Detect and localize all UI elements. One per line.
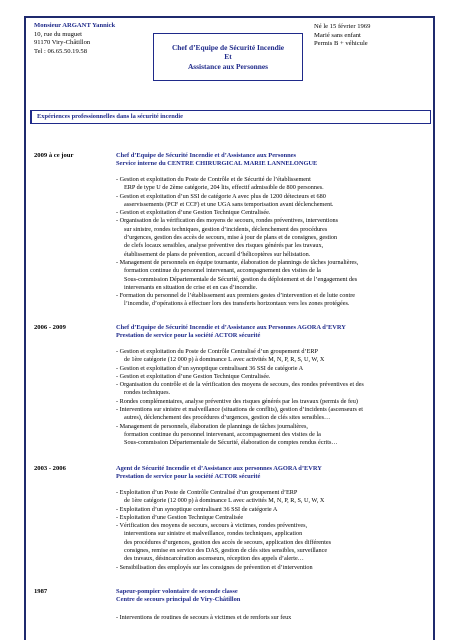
- bullet-item: de 1ère catégorie (12 000 p) à dominance L avec activités M, N, P, R, S, U, W, X: [124, 356, 325, 364]
- bullet-item: - Gestion et exploitation du Poste de Contrôle Centralisé d’un groupement d’ERP: [116, 348, 428, 356]
- cv-header: [26, 18, 433, 88]
- section-title: Expériences professionnelles dans la sécurité incendie: [30, 110, 431, 124]
- bullet-item: formation continue du personnel intervenant, accompagnement des visites de la: [124, 430, 321, 438]
- entry-date: 2003 - 2006: [34, 465, 66, 472]
- bullet-item: - Organisation de la vérification des moyens de secours, rondes préventives, interventions: [116, 217, 428, 225]
- bullet-item: interventions sur sinistre et malveillance, rondes techniques, application: [124, 530, 303, 538]
- entry-role-line-1: Chef d’Equipe de Sécurité Incendie et d’Assistance aux Personnes AGORA d’EVRY: [116, 324, 346, 331]
- address-line-2: 91170 Viry-Châtillon: [34, 39, 91, 47]
- bullet-item: - Interventions de routines de secours à victimes et de renforts sur feux: [116, 614, 428, 622]
- bullet-item: formation continue du personnel intervenant, accompagnement des visites de la: [124, 267, 321, 275]
- bullet-item: établissement de plans de prévention, accueil d’hélicoptères sur hélistation.: [124, 250, 311, 258]
- bullet-item: - Rondes complémentaires, analyse préventive des risques générés par les travaux (permis de feu): [116, 398, 428, 406]
- entry-role: [116, 588, 428, 605]
- entry-role-line-2: Prestation de service pour la société ACTOR sécurité: [116, 473, 261, 481]
- bullet-item: ERP de type U de 2ème catégorie, 204 lits, effectif admissible de 800 personnes.: [124, 184, 324, 192]
- entry-date: 1987: [34, 588, 48, 595]
- marital-status: Marié sans enfant: [314, 31, 361, 39]
- bullet-item: sur sinistre, rondes techniques, gestion d’incidents, déclenchement des procédures: [124, 225, 328, 233]
- bullet-item: autres), déclenchement des procédures d’urgences, gestion de clés sites sensibles…: [124, 414, 331, 422]
- bullet-item: - Organisation du contrôle et de la vérification des moyens de secours, des rondes préventives et des: [116, 381, 428, 389]
- entry-role: [116, 152, 428, 169]
- entry-bullets: [116, 176, 428, 309]
- entry-role: [116, 465, 428, 482]
- entry-role-line-1: Chef d’Equipe de Sécurité Incendie et d’Assistance aux Personnes: [116, 152, 297, 159]
- job-title-line-3: Assistance aux Personnes: [187, 61, 269, 71]
- bullet-item: - Exploitation d’un Poste de Contrôle Centralisé d’un groupement d’ERP: [116, 489, 428, 497]
- bullet-item: Sous-commission Départementale de Sécurité, élaboration de comptes rendus écrits…: [124, 439, 338, 447]
- job-title-line-1: Chef d’Equipe de Sécurité Incendie: [171, 42, 285, 52]
- bullet-item: - Management de personnels, élaboration de plannings de tâches journalières,: [116, 423, 428, 431]
- contact-block: [34, 22, 146, 56]
- bullet-item: - Gestion et exploitation d’un synoptique centralisant 36 SSI de catégorie A: [116, 365, 428, 373]
- bullet-item: - Gestion et exploitation d’une Gestion Technique Centralisée.: [116, 373, 428, 381]
- entry-bullets: [116, 348, 428, 448]
- cv-page: [24, 16, 435, 640]
- bullet-item: de clefs locaux sensibles, analyse préventive des risques générés par les travaux,: [124, 242, 324, 250]
- bullet-item: - Management de personnels en équipe tournante, élaboration de plannings de tâches journalières,: [116, 259, 428, 267]
- entry-role: [116, 324, 428, 341]
- bullet-item: - Sensibilisation des employés sur les consignes de prévention et d’intervention: [116, 564, 428, 572]
- bullet-item: l’incendie, d’opérations à effectuer lors des transferts horizontaux vers les zones protégées.: [124, 300, 350, 308]
- bullet-item: - Gestion et exploitation d’un SSI de catégorie A avec plus de 1200 détecteurs et 680: [116, 193, 428, 201]
- bullet-item: - Exploitation d’une Gestion Technique Centralisée: [116, 514, 428, 522]
- entry-role-line-1: Agent de Sécurité Incendie et d’Assistance aux personnes AGORA d’EVRY: [116, 465, 322, 472]
- birth-date: Né le 15 février 1969: [314, 23, 371, 30]
- bullet-item: - Formation du personnel de l’établissement aux premiers gestes d’intervention et de lutte contre: [116, 292, 428, 300]
- bullet-item: - Vérification des moyens de secours, secours à victimes, rondes préventives,: [116, 522, 428, 530]
- bullet-item: - Exploitation d’un synoptique centralisant 36 SSI de catégorie A: [116, 506, 428, 514]
- entry-role-line-2: Service interne du CENTRE CHIRURGICAL MARIE LANNELONGUE: [116, 160, 318, 168]
- bullet-item: - Gestion et exploitation du Poste de Contrôle et de Sécurité de l’établissement: [116, 176, 428, 184]
- bullet-item: - Interventions sur sinistre et malveillance (situations de conflits), gestion d’incidents (ascenseurs et: [116, 406, 428, 414]
- entry-role-line-1: Sapeur-pompier volontaire de seconde classe: [116, 588, 238, 595]
- bullet-item: des procédures d’urgences, gestion des accès de secours, application des différentes: [124, 538, 331, 546]
- bullet-item: consignes, remise en service des DAS, gestion de clés sites sensibles, surveillance: [124, 547, 328, 555]
- bullet-item: rondes techniques.: [124, 389, 171, 397]
- entry-date: 2009 à ce jour: [34, 152, 74, 159]
- driving-license: Permis B + véhicule: [314, 40, 368, 48]
- job-title-line-2: Et: [224, 52, 232, 62]
- entry-date: 2006 - 2009: [34, 324, 66, 331]
- person-name: Monsieur ARGANT Yannick: [34, 22, 116, 29]
- entry-bullets: [116, 614, 428, 622]
- bullet-item: intervenants en situation de crise et en cas d’incendie.: [124, 283, 258, 291]
- address-line-1: 10, rue du muguet: [34, 30, 82, 38]
- bullet-item: de 1ère catégorie (12 000 p) à dominance L avec activités M, N, P, R, S, U, W, X: [124, 497, 325, 505]
- bullet-item: des travaux, désincarcération ascenseurs, réception des appels d’alerte…: [124, 555, 304, 563]
- entry-bullets: [116, 489, 428, 572]
- bullet-item: - Gestion et exploitation d’une Gestion Technique Centralisée.: [116, 209, 428, 217]
- bullet-item: Sous-commission Départementale de Sécurité, gestion du déploiement et de l’engagement des: [124, 275, 358, 283]
- entry-role-line-2: Centre de secours principal de Viry-Châtillon: [116, 596, 241, 604]
- personal-info: [314, 23, 432, 49]
- bullet-item: d’urgences, gestion des accès de secours, mise à jour de plans et de consignes, gestion: [124, 234, 338, 242]
- phone: Tel : 06.65.50.19.58: [34, 47, 88, 55]
- entry-role-line-2: Prestation de service pour la société ACTOR sécurité: [116, 332, 261, 340]
- job-title-box: [153, 33, 303, 81]
- bullet-item: asservissements (PCF et CCF) et une UGA sans temporisation avant déclenchement.: [124, 200, 334, 208]
